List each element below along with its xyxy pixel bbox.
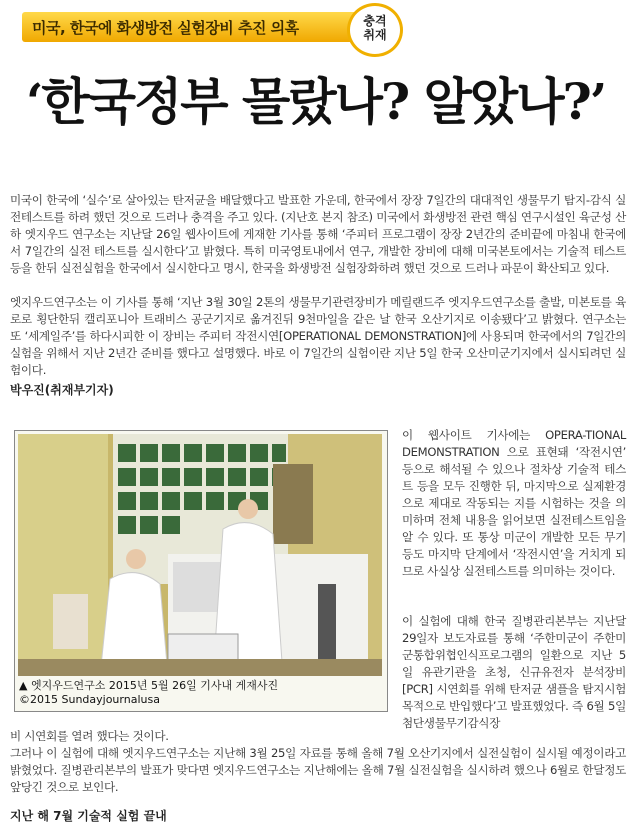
headline: ‘한국정부 몰랐나? 알았나?’ — [26, 72, 606, 131]
caption-line-2: ©2015 Sundayjournalusa — [19, 693, 160, 706]
badge-line1: 충격 — [363, 14, 387, 28]
photo-caption — [19, 679, 278, 707]
banner-text: 미국, 한국에 화생방전 실험장비 추진 의혹 — [32, 19, 299, 37]
top-banner — [22, 12, 382, 42]
lab-photo — [18, 434, 382, 676]
badge-line2: 취재 — [363, 28, 387, 42]
article-paragraph-3: 비 시연회를 열려 했다는 것이다. — [10, 729, 169, 743]
byline: 박우진(취재부기자) — [10, 383, 114, 397]
article-paragraph-2: 엣지우드연구소는 이 기사를 통해 ‘지난 3월 30일 2톤의 생물무기관련장비가 메릴랜드주 엣지우드연구소를 출발, 미본토를 육로로 횡단한뒤 캘리포니아 트래비스 공군기지로 옮겨진뒤 9천마일을 같은 날 한국 오산기지로 이송됐다’고 밝혔다. 연구소는 또 ‘세계일주’를 하다시피한 이 장비는 주피터 작전시연[OPERATIONAL DEMONSTRATION]에 사용되며 한국에서의 7일간의 실험을 위해서 지난 2년간 준비를 했다고 설명했다. 바로 이 7일간의 실험이란 지난 5일 한국 오산미군기지에서 실시되려던 실험이다. — [10, 295, 626, 377]
right-column-paragraph-1: 이 웹사이트 기사에는 OPERA-TIONAL DEMONSTRATION 으로 표현돼 ‘작전시연’ 등으로 해석될 수 있으나 절차상 기술적 테스트 등을 모두 진행한 뒤, 마지막으로 실제환경으로 제대로 작동되는 지를 시험하는 것을 의미하며 전체 내용을 읽어보면 실전테스트임을 알 수 있다. 또 통상 미군이 개발한 모든 무기 등도 마지막 단계에서 ‘작전시연’을 거치게 되므로 사실상 실전테스트를 의미하는 것이다. — [402, 428, 626, 578]
photo-frame — [14, 430, 388, 712]
section-subhead: 지난 해 7월 기술적 실험 끝내 — [10, 809, 167, 823]
article-paragraph-1: 미국이 한국에 ‘실수’로 살아있는 탄저균을 배달했다고 발표한 가운데, 한국에서 장장 7일간의 대대적인 생물무기 탐지-감식 실전테스트를 하려 했던 것으로 드러나 충격을 주고 있다. (지난호 본지 참조) 미국에서 화생방전 관련 핵심 연구시설인 육군성 산하 엣지우드 연구소는 지난달 26일 웹사이트에 게재한 기사를 통해 ‘주피터 프로그램이 장장 2년간의 준비끝에 마침내 한국에서 7일간의 실전 테스트를 실시한다’고 밝혔다. 특히 미국영토내에서 연구, 개발한 장비에 대해 미국본토에서는 기술적 테스트등을 한뒤 실전실험을 한국에서 실시한다고 명시, 한국을 화생방전 실험장화하려 했던 것으로 드러나 파문이 확산되고 있다. — [10, 193, 626, 275]
caption-line-1: ▲ 엣지우드연구소 2015년 5월 26일 기사내 게재사진 — [19, 679, 279, 692]
article-paragraph-4: 그러나 이 실험에 대해 엣지우드연구소는 지난해 3월 25일 자료를 통해 올해 7월 오산기지에서 실전실험이 실시될 예정이라고 밝혔었다. 질병관리본부의 발표가 맞다면 엣지우드연구소는 지난해에는 올해 7월 실전실험을 실시하려 했으나 6월로 한달정도 앞당긴 것으로 보인다. — [10, 746, 626, 794]
right-column-paragraph-2: 이 실험에 대해 한국 질병관리본부는 지난달 29일자 보도자료를 통해 ‘주한미군이 주한미군통합위협인식프로그램의 일환으로 지난 5일 유관기관을 초청, 신규유전자 분석장비[PCR] 시연회를 위해 탄저균 샘플을 탐지시험 목적으로 반입했다’고 발표했었다. 즉 6월 5일 첨단생물무기감식장 — [402, 614, 626, 730]
scoop-badge — [347, 3, 403, 57]
